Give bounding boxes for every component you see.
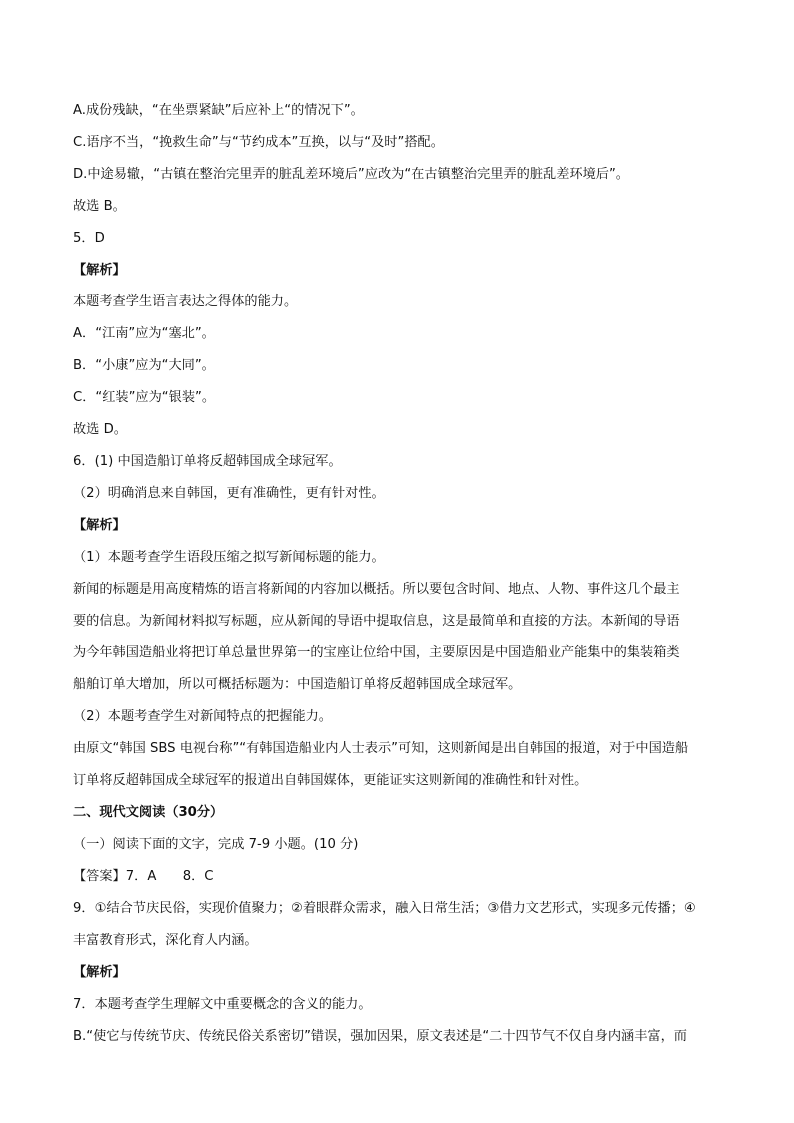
answer-line: 【答案】7．A 8．C [73,869,214,884]
text-line: 要的信息。为新闻材料拟写标题，应从新闻的导语中提取信息，这是最简单和直接的方法。本新闻的导语 [73,614,680,629]
text-line: A．“江南”应为“塞北”。 [73,326,215,341]
question-number: 5．D [73,231,105,246]
text-line: 故选 B。 [73,199,126,214]
text-line: （2）本题考查学生对新闻特点的把握能力。 [73,709,332,724]
text-line: 船舶订单大增加，所以可概括标题为：中国造船订单将反超韩国成全球冠军。 [73,677,522,692]
analysis-heading: 【解析】 [73,965,126,980]
text-line: C．“红装”应为“银装”。 [73,390,216,405]
text-line: 丰富教育形式，深化育人内涵。 [73,933,258,948]
section-heading: 二、现代文阅读（30分） [73,805,224,820]
text-line: 7．本题考查学生理解文中重要概念的含义的能力。 [73,997,372,1012]
text-line: B.“使它与传统节庆、传统民俗关系密切”错误，强加因果，原文表述是“二十四节气不仅自身内涵丰富，而 [73,1029,687,1044]
text-line: D.中途易辙，“古镇在整治完里弄的脏乱差环境后”应改为“在古镇整治完里弄的脏乱差环境后”。 [73,167,629,182]
text-line: 故选 D。 [73,422,127,437]
text-line: A.成份残缺，“在坐票紧缺”后应补上“的情况下”。 [73,103,364,118]
text-line: （2）明确消息来自韩国，更有准确性，更有针对性。 [73,486,385,501]
text-line: （一）阅读下面的文字，完成 7-9 小题。(10 分) [73,837,359,852]
analysis-heading: 【解析】 [73,263,126,278]
text-line: B．“小康”应为“大同”。 [73,358,215,373]
question-number: 6．(1) 中国造船订单将反超韩国成全球冠军。 [73,454,342,469]
text-line: 新闻的标题是用高度精炼的语言将新闻的内容加以概括。所以要包含时间、地点、人物、事件这几个最主 [73,582,680,597]
text-line: （1）本题考查学生语段压缩之拟写新闻标题的能力。 [73,550,385,565]
text-line: 本题考查学生语言表达之得体的能力。 [73,294,298,309]
text-line: 由原文“韩国 SBS 电视台称”“有韩国造船业内人士表示”可知，这则新闻是出自韩国的报道，对于中国造船 [73,741,689,756]
text-line: 为今年韩国造船业将把订单总量世界第一的宝座让位给中国，主要原因是中国造船业产能集中的集装箱类 [73,645,680,660]
analysis-heading: 【解析】 [73,518,126,533]
text-line: C.语序不当，“挽救生命”与“节约成本”互换，以与“及时”搭配。 [73,135,444,150]
text-line: 订单将反超韩国成全球冠军的报道出自韩国媒体，更能证实这则新闻的准确性和针对性。 [73,773,588,788]
text-line: 9．①结合节庆民俗，实现价值聚力；②着眼群众需求，融入日常生活；③借力文艺形式，实现多元传播；④ [73,901,696,916]
